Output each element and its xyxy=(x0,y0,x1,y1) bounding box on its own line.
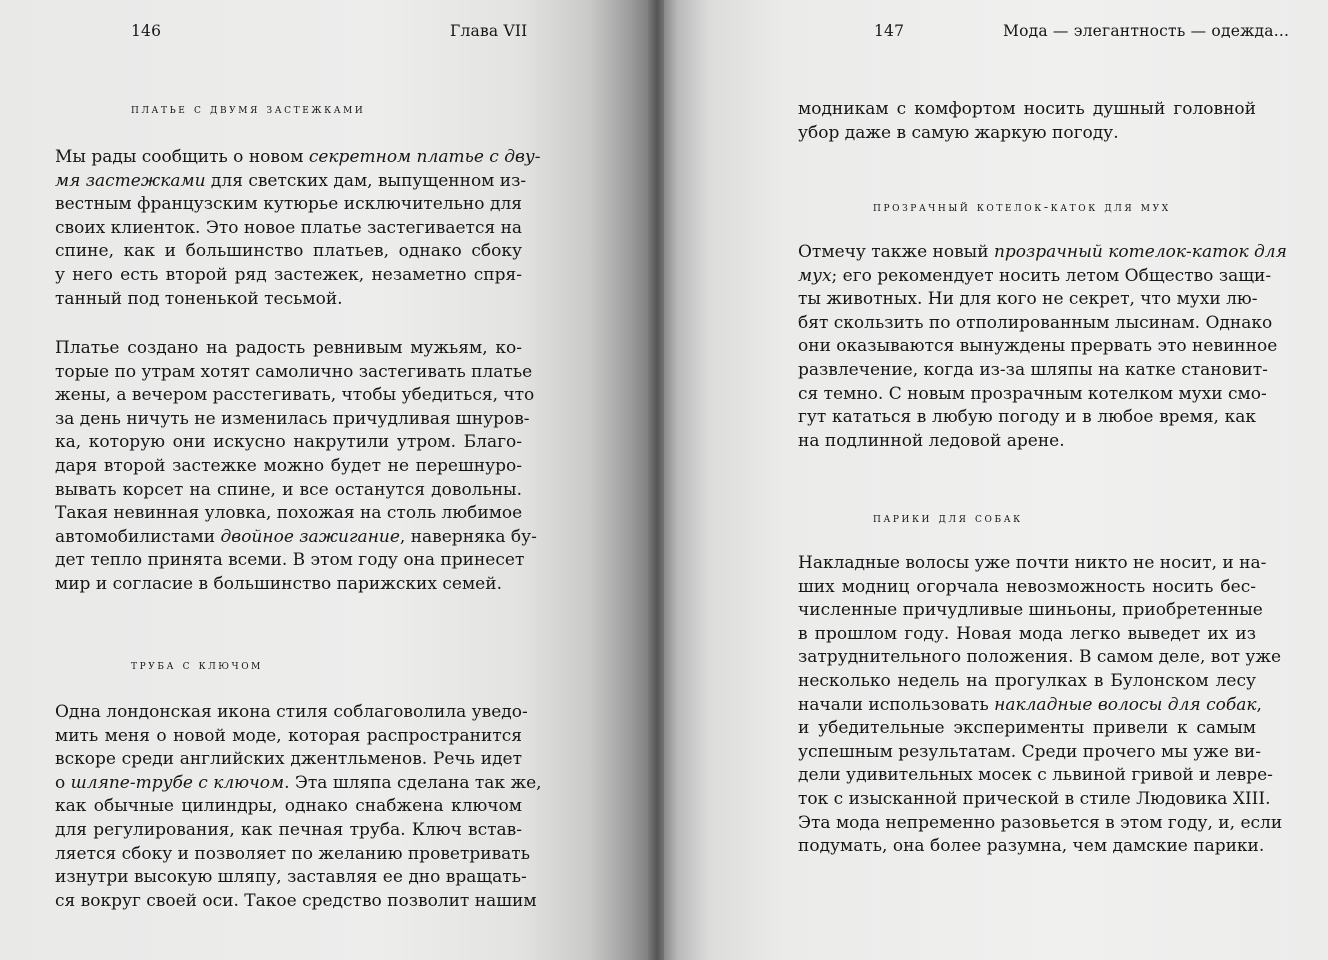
text-line: танный под тоненькой тесьмой. xyxy=(55,288,343,309)
text-line: успешным результатам. Среди прочего мы уже ви- xyxy=(798,741,1261,762)
section-heading: труба с ключом xyxy=(131,657,263,672)
emphasis: секретном платье с дву- xyxy=(308,147,541,167)
text-line: спине, как и большинство платьев, однако сбоку xyxy=(55,241,522,262)
text-line: Накладные волосы уже почти никто не носит, и на- xyxy=(798,553,1267,573)
text-line: затруднительного положения. В самом деле, вот уже xyxy=(798,647,1282,668)
text-line: ка, которую они искусно накрутили утром. Благо- xyxy=(55,432,522,453)
emphasis: накладные волосы для собак xyxy=(994,694,1257,715)
text-line: Такая невинная уловка, похожая на столь любимое xyxy=(55,503,523,524)
running-head: Глава VII xyxy=(450,22,528,40)
paragraph xyxy=(55,701,542,913)
text-line: несколько недель на прогулках в Булонском лесу xyxy=(798,670,1256,691)
text-line: даря второй застежке можно будет не перешнуро- xyxy=(55,455,522,476)
text-line: модникам с комфортом носить душный головной xyxy=(798,99,1256,119)
text-line: они оказываются вынуждены прервать это невинное xyxy=(798,336,1278,357)
page-number: 147 xyxy=(874,22,905,40)
text-line: и убедительные эксперименты привели к самым xyxy=(798,718,1256,739)
text-line: вестным французским кутюрье исключительно для xyxy=(55,194,522,215)
text-line: вскоре среди английских джентльменов. Речь идет xyxy=(55,749,522,770)
text-line: за день ничуть не изменилась причудливая шнуров- xyxy=(55,408,530,429)
running-head: Мода — элегантность — одежда... xyxy=(1003,22,1290,40)
right-page xyxy=(664,0,1328,960)
paragraph xyxy=(798,241,1287,453)
emphasis: шляпе-трубе с ключом xyxy=(70,772,285,793)
text-line: ляется сбоку и позволяет по желанию проветривать xyxy=(55,843,530,864)
text-line: развлечение, когда из-за шляпы на катке становит- xyxy=(798,359,1268,380)
section-heading: парики для собак xyxy=(873,510,1023,525)
text-line: гут кататься в любую погоду и в любое время, как xyxy=(798,407,1256,428)
text-line: начали использовать накладные волосы для собак, xyxy=(798,694,1262,715)
text-line: численные причудливые шиньоны, приобретенные xyxy=(798,600,1263,621)
text-line: вывать корсет на спине, и все останутся довольны. xyxy=(55,479,522,500)
text-line: торые по утрам хотят самолично застегивать платье xyxy=(55,361,533,382)
text-line: бят скользить по отполированным лысинам. Однако xyxy=(798,312,1273,333)
left-page xyxy=(0,0,650,960)
section-heading: прозрачный котелок-каток для мух xyxy=(873,199,1171,214)
emphasis: двойное зажигание xyxy=(220,526,400,547)
text-line: у него есть второй ряд застежек, незаметно спря- xyxy=(55,264,522,285)
text-line: своих клиенток. Это новое платье застегивается на xyxy=(55,217,523,238)
paragraph xyxy=(55,337,537,597)
text-line: жены, а вечером расстегивать, чтобы убедиться, что xyxy=(55,385,535,406)
text-line: ся темно. С новым прозрачным котелком мухи смо- xyxy=(798,383,1267,404)
text-line: Эта мода непременно разовьется в этом году, и, если xyxy=(798,812,1283,833)
text-line: в прошлом году. Новая мода легко выведет их из xyxy=(798,623,1256,644)
text-line: для регулирования, как печная труба. Ключ встав- xyxy=(55,819,522,840)
text-line: ты животных. Ни для кого не секрет, что мухи лю- xyxy=(798,289,1258,310)
text-line: мух; его рекомендует носить летом Общество защи- xyxy=(798,265,1272,286)
paragraph xyxy=(55,146,541,311)
paragraph xyxy=(798,552,1283,859)
text-line: ток с изысканной прической в стиле Людовика XIII. xyxy=(798,788,1271,809)
emphasis: мя застежками xyxy=(55,170,206,191)
text-line: подумать, она более разумна, чем дамские парики. xyxy=(798,836,1265,857)
page-number: 146 xyxy=(131,22,162,40)
section-heading: платье с двумя застежками xyxy=(131,101,366,116)
text-line: ших модниц огорчала невозможность носить бес- xyxy=(798,576,1256,597)
emphasis: прозрачный котелок-каток для xyxy=(993,242,1287,262)
text-line: убор даже в самую жаркую погоду. xyxy=(798,122,1119,143)
text-line: изнутри высокую шляпу, заставляя ее дно вращать- xyxy=(55,867,527,888)
paragraph xyxy=(798,98,1256,145)
text-line: ся вокруг своей оси. Такое средство позволит нашим xyxy=(55,890,537,911)
emphasis: мух xyxy=(798,265,832,286)
text-line: Платье создано на радость ревнивым мужьям, ко- xyxy=(55,338,522,358)
text-line: на подлинной ледовой арене. xyxy=(798,430,1065,451)
text-line: как обычные цилиндры, однако снабжена ключом xyxy=(55,796,522,817)
text-line: Одна лондонская икона стиля соблаговолила уведо- xyxy=(55,702,528,722)
text-line: мя застежками для светских дам, выпущенном из- xyxy=(55,170,527,191)
text-line: мить меня о новой моде, которая распространится xyxy=(55,725,522,746)
text-line: автомобилистами двойное зажигание, наверняка бу- xyxy=(55,526,537,547)
text-line: дет тепло принята всеми. В этом году она принесет xyxy=(55,550,525,571)
text-line: дели удивительных мосек с львиной гривой и левре- xyxy=(798,765,1273,786)
text-line: о шляпе-трубе с ключом. Эта шляпа сделана так же, xyxy=(55,772,542,793)
text-line: Мы рады сообщить о новом секретном платье с дву- xyxy=(55,147,541,167)
text-line: мир и согласие в большинство парижских семей. xyxy=(55,573,502,594)
text-line: Отмечу также новый прозрачный котелок-каток для xyxy=(798,242,1287,262)
